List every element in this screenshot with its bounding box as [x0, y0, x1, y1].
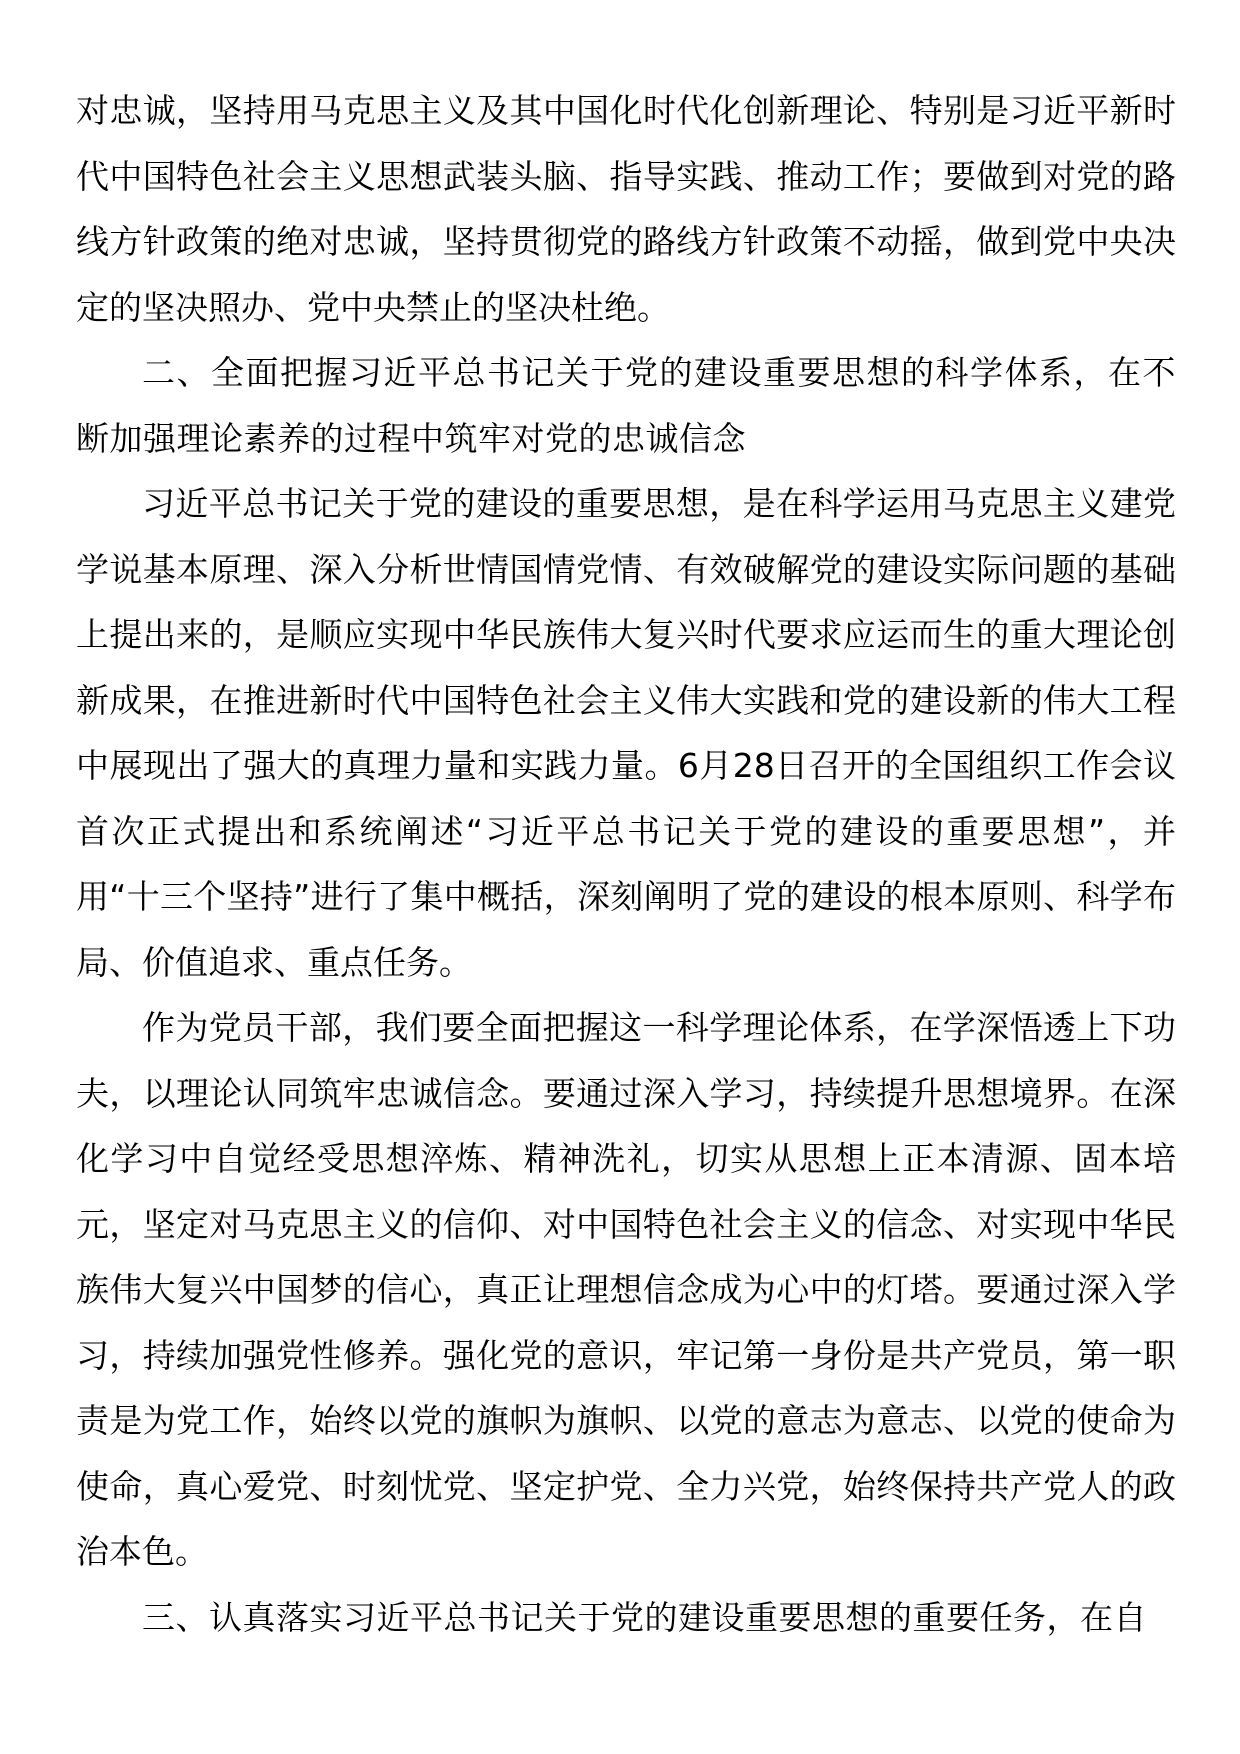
document-page — [76, 78, 1176, 1650]
body-paragraph: 作为党员干部，我们要全面把握这一科学理论体系，在学深悟透上下功夫，以理论认同筑牢忠诚信念。要通过深入学习，持续提升思想境界。在深化学习中自觉经受思想淬炼、精神洗礼，切实从思想上正本清源、固本培元，坚定对马克思主义的信仰、对中国特色社会主义的信念、对实现中华民族伟大复兴中国梦的信心，真正让理想信念成为心中的灯塔。要通过深入学习，持续加强党性修养。强化党的意识，牢记第一身份是共产党员，第一职责是为党工作，始终以党的旗帜为旗帜、以党的意志为意志、以党的使命为使命，真心爱党、时刻忧党、坚定护党、全力兴党，始终保持共产党人的政治本色。 — [76, 1008, 1176, 1571]
section-heading-2: 二、全面把握习近平总书记关于党的建设重要思想的科学体系，在不断加强理论素养的过程中筑牢对党的忠诚信念 — [76, 353, 1176, 458]
paragraph-continuation: 对忠诚，坚持用马克思主义及其中国化时代化创新理论、特别是习近平新时代中国特色社会主义思想武装头脑、指导实践、推动工作；要做到对党的路线方针政策的绝对忠诚，坚持贯彻党的路线方针政策不动摇，做到党中央决定的坚决照办、党中央禁止的坚决杜绝。 — [76, 91, 1176, 327]
body-paragraph: 习近平总书记关于党的建设的重要思想，是在科学运用马克思主义建党学说基本原理、深入分析世情国情党情、有效破解党的建设实际问题的基础上提出来的，是顺应实现中华民族伟大复兴时代要求应运而生的重大理论创新成果，在推进新时代中国特色社会主义伟大实践和党的建设新的伟大工程中展现出了强大的真理力量和实践力量。6月28日召开的全国组织工作会议首次正式提出和系统阐述“习近平总书记关于党的建设的重要思想”，并用“十三个坚持”进行了集中概括，深刻阐明了党的建设的根本原则、科学布局、价值追求、重点任务。 — [76, 484, 1176, 982]
section-heading-3: 三、认真落实习近平总书记关于党的建设重要思想的重要任务，在自 — [142, 1597, 1147, 1637]
